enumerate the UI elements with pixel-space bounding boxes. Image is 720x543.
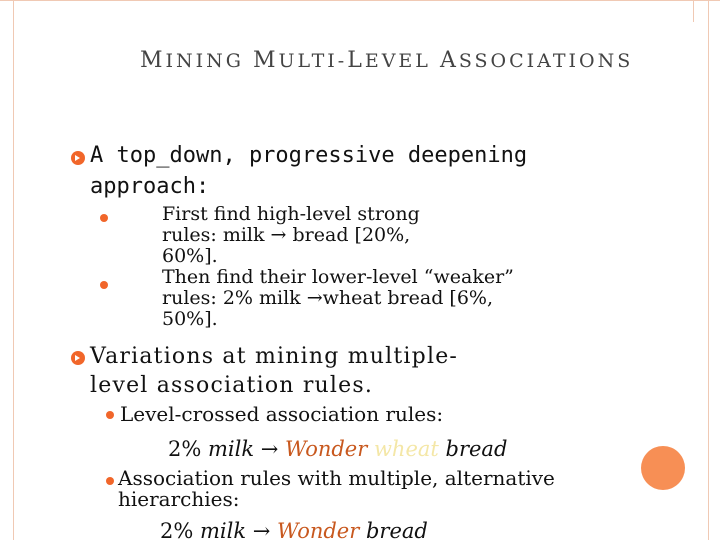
- example-2-arrow: →: [246, 519, 278, 543]
- sub-1-2-line-3: 50%].: [162, 308, 218, 330]
- top-decoration-line: [693, 0, 694, 22]
- example-2-wonder: Wonder: [277, 519, 360, 543]
- sub-1-2-line-1: Then find their lower-level “weaker”: [162, 266, 514, 288]
- example-2-bread: bread: [359, 519, 428, 543]
- example-2-pct: 2%: [160, 519, 200, 543]
- sub-1-1-line-3: 60%].: [162, 245, 218, 267]
- bullet-arrow-circle-icon: [70, 150, 86, 166]
- decorative-circle-icon: [641, 446, 685, 490]
- dot-icon: [100, 214, 108, 222]
- example-1-pct: 2%: [168, 437, 208, 461]
- example-1-arrow: →: [254, 437, 286, 461]
- example-2-milk: milk: [200, 519, 247, 543]
- dot-icon: [106, 477, 114, 485]
- example-1-bread: bread: [438, 437, 508, 461]
- sub-2-2: [118, 468, 555, 510]
- example-1-wonder: Wonder: [285, 437, 368, 461]
- dot-icon: [100, 281, 108, 289]
- example-1: [168, 437, 507, 461]
- sub-1-2: [162, 267, 514, 330]
- sub-1-2-line-2: rules: 2% milk →wheat bread [6%,: [162, 287, 494, 309]
- slide-title: MINING MULTI-LEVEL ASSOCIATIONS: [140, 48, 634, 73]
- bullet-2-line-1: Variations at mining multiple-: [90, 344, 459, 369]
- sub-1-1: [162, 204, 420, 267]
- bullet-arrow-circle-icon: [70, 350, 86, 366]
- sub-1-1-line-1: First find high-level strong: [162, 203, 420, 225]
- sub-2-1-line-1: Level-crossed association rules:: [120, 402, 444, 426]
- sub-1-1-line-2: rules: milk → bread [20%,: [162, 224, 411, 246]
- bullet-1-line-2: approach:: [90, 174, 210, 199]
- bullet-2-line-2: level association rules.: [90, 373, 374, 398]
- sub-2-2-line-2: hierarchies:: [118, 487, 240, 511]
- sub-2-2-line-1: Association rules with multiple, alternative: [118, 466, 555, 490]
- example-1-milk: milk: [208, 437, 255, 461]
- dot-icon: [106, 411, 114, 419]
- example-1-wheat: wheat: [367, 437, 439, 461]
- example-2: [160, 519, 428, 543]
- bullet-1-line-1: A top_down, progressive deepening: [90, 143, 528, 168]
